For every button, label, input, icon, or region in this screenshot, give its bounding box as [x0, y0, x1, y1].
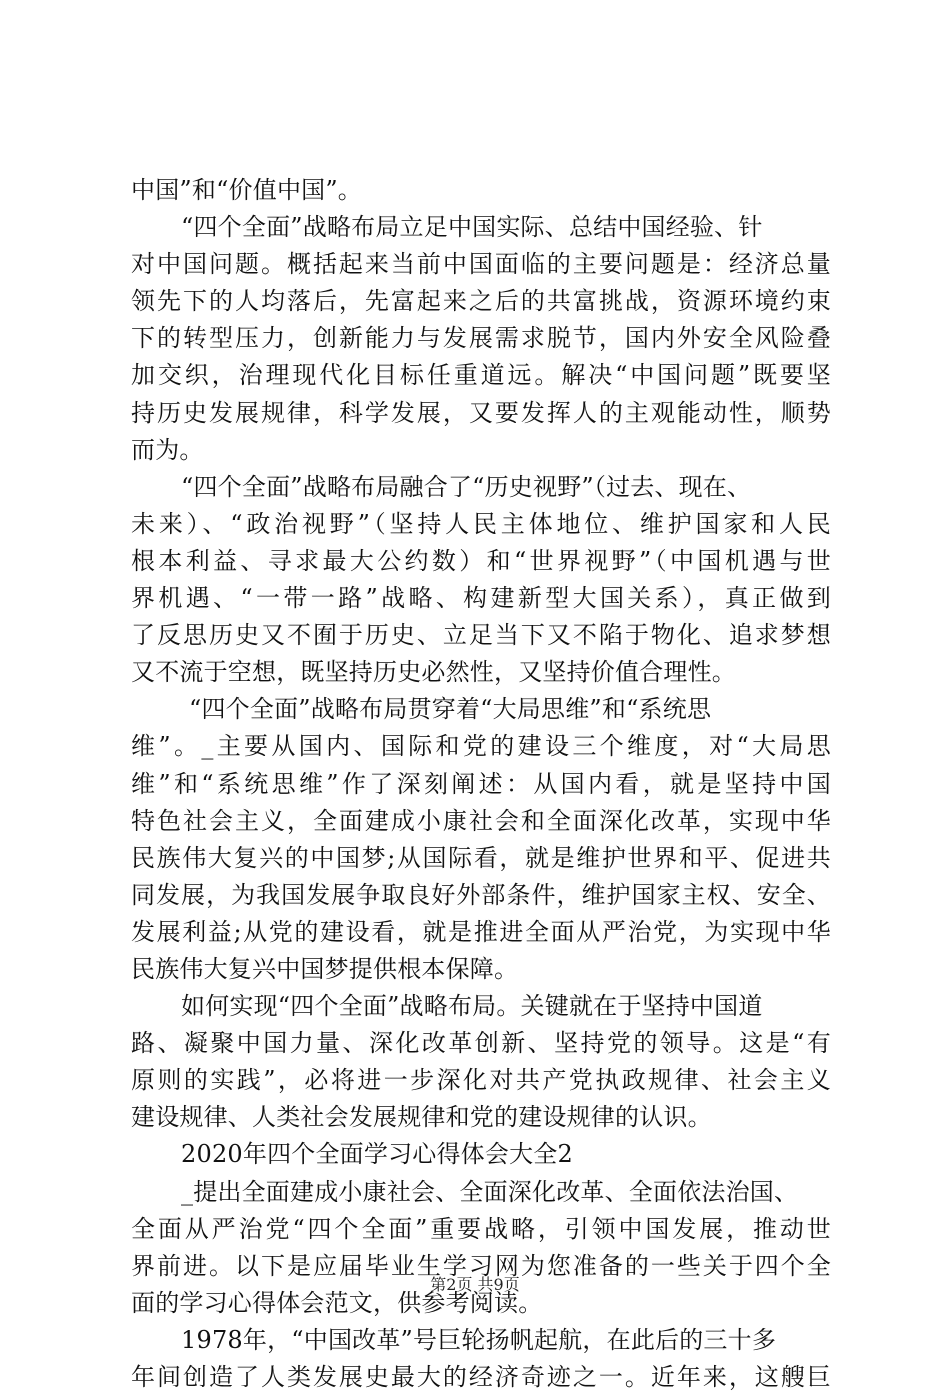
text-line: 如何实现“四个全面”战略布局。关键就在于坚持中国道 [181, 992, 763, 1021]
text-line: 下的转型压力，创新能力与发展需求脱节，国内外安全风险叠 [131, 324, 831, 353]
text-line: 界机遇、“一带一路”战略、构建新型大国关系），真正做到 [131, 584, 831, 613]
text-line: 特色社会主义，全面建成小康社会和全面深化改革，实现中华 [131, 806, 831, 835]
text-line: 面的学习心得体会范文，供参考阅读。 [131, 1288, 543, 1317]
text-line: 1978年，“中国改革”号巨轮扬帆起航，在此后的三十多 [181, 1325, 777, 1354]
text-line: 原则的实践”，必将进一步深化对共产党执政规律、社会主义 [131, 1066, 831, 1095]
text-line: 同发展，为我国发展争取良好外部条件，维护国家主权、安全、 [131, 880, 831, 909]
text-line: 民族伟大复兴的中国梦;从国际看，就是维护世界和平、促进共 [131, 843, 831, 872]
text-line: “四个全面”战略布局贯穿着“大局思维”和“系统思 [189, 695, 712, 724]
text-line: 领先下的人均落后，先富起来之后的共富挑战，资源环境约束 [131, 287, 831, 316]
text-line: 维”和“系统思维”作了深刻阐述：从国内看，就是坚持中国 [131, 769, 831, 798]
text-line: 持历史发展规律，科学发展，又要发挥人的主观能动性，顺势 [131, 398, 831, 427]
text-line: 发展利益;从党的建设看，就是推进全面从严治党，为实现中华 [131, 917, 831, 946]
text-line: 路、凝聚中国力量、深化改革创新、坚持党的领导。这是“有 [131, 1029, 831, 1058]
text-line: 民族伟大复兴中国梦提供根本保障。 [131, 954, 519, 983]
page-footer: 第2页 共9页 [430, 1275, 520, 1294]
text-line: 年间创造了人类发展史最大的经济奇迹之一。近年来，这艘巨 [131, 1363, 831, 1391]
text-line: 根本利益、寻求最大公约数）和“世界视野”（中国机遇与世 [131, 546, 831, 575]
text-line: 对中国问题。概括起来当前中国面临的主要问题是：经济总量 [131, 250, 831, 279]
text-line: 而为。 [131, 435, 204, 464]
text-line: “四个全面”战略布局立足中国实际、总结中国经验、针 [181, 213, 763, 242]
text-line: _提出全面建成小康社会、全面深化改革、全面依法治国、 [181, 1177, 799, 1206]
text-line: “四个全面”战略布局融合了“历史视野”（过去、现在、 [181, 472, 752, 501]
document-body [131, 172, 831, 1396]
text-line: 了反思历史又不囿于历史、立足当下又不陷于物化、追求梦想 [131, 621, 831, 650]
text-line: 全面从严治党“四个全面”重要战略，引领中国发展，推动世 [131, 1214, 831, 1243]
text-line: 中国”和“价值中国”。 [131, 176, 363, 204]
text-line: 未来）、“政治视野”（坚持人民主体地位、维护国家和人民 [131, 509, 831, 538]
text-line: 加交织，治理现代化目标任重道远。解决“中国问题”既要坚 [131, 361, 831, 390]
text-line: 建设规律、人类社会发展规律和党的建设规律的认识。 [131, 1103, 712, 1132]
text-line: 界前进。以下是应届毕业生学习网为您准备的一些关于四个全 [131, 1251, 831, 1280]
text-line: 又不流于空想，既坚持历史必然性，又坚持价值合理性。 [131, 658, 736, 687]
text-line: 维”。_主要从国内、国际和党的建设三个维度，对“大局思 [131, 732, 831, 761]
text-line: 2020年四个全面学习心得体会大全2 [181, 1140, 573, 1169]
